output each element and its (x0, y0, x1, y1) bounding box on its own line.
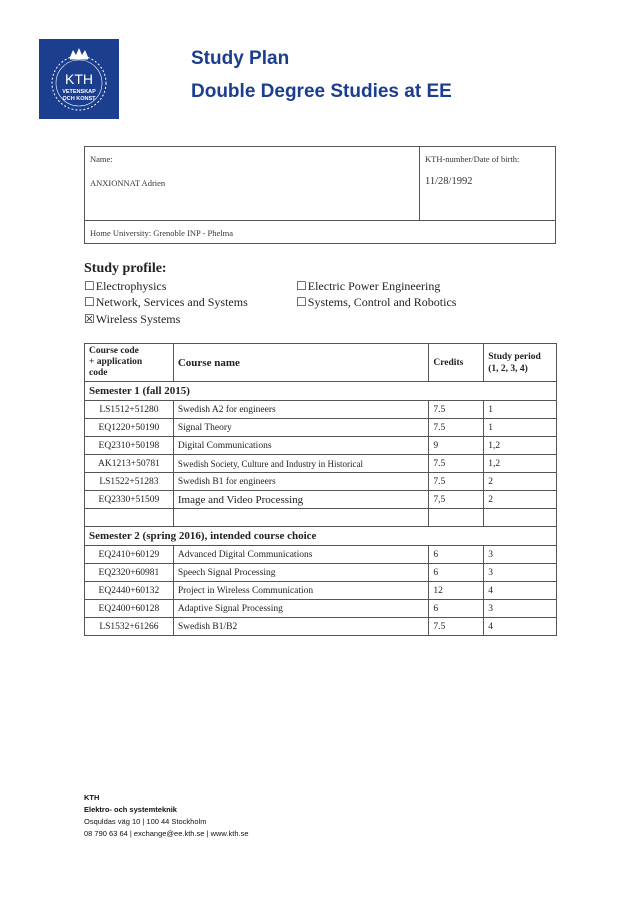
table-row (85, 491, 557, 509)
checkbox-icon[interactable]: ☐ (296, 295, 307, 309)
course-period: 1 (484, 419, 557, 437)
course-name: Signal Theory (173, 419, 429, 437)
course-credits: 9 (429, 437, 484, 455)
header-credits: Credits (429, 344, 484, 382)
course-credits: 7.5 (429, 419, 484, 437)
logo-text-line3: OCH KONST (62, 96, 96, 102)
footer-contact: 08 790 63 64 | exchange@ee.kth.se | www.kth.se (84, 829, 249, 838)
course-code: EQ1220+50190 (85, 419, 174, 437)
course-period: 2 (484, 491, 557, 509)
profile-option-systems-control[interactable] (296, 295, 456, 310)
profile-option-electric-power[interactable] (296, 279, 440, 294)
kth-number-label: KTH-number/Date of birth: (425, 154, 520, 164)
header-study-period: Study period (1, 2, 3, 4) (484, 344, 557, 382)
course-period: 1,2 (484, 437, 557, 455)
checkbox-icon[interactable]: ☐ (84, 295, 95, 309)
home-university-label: Home University: Grenoble INP - Phelma (90, 228, 233, 238)
course-credits: 7.5 (429, 401, 484, 419)
course-code: EQ2310+50198 (85, 437, 174, 455)
course-name: Swedish Society, Culture and Industry in Historical (173, 455, 429, 473)
name-value: ANXIONNAT Adrien (90, 178, 166, 188)
empty-row (85, 509, 557, 527)
table-row (85, 419, 557, 437)
table-row (85, 564, 557, 582)
study-profile-heading: Study profile: (84, 261, 167, 276)
student-info-box (84, 146, 556, 244)
footer-address: Osquldas väg 10 | 100 44 Stockholm (84, 817, 207, 826)
table-row (85, 437, 557, 455)
checkbox-icon[interactable]: ☐ (296, 279, 307, 293)
course-name: Adaptive Signal Processing (173, 600, 429, 618)
course-credits: 7.5 (429, 618, 484, 636)
course-credits: 7,5 (429, 491, 484, 509)
course-name: Advanced Digital Communications (173, 546, 429, 564)
empty-cell (85, 509, 174, 527)
course-credits: 6 (429, 564, 484, 582)
course-name: Image and Video Processing (173, 491, 429, 509)
profile-option-label: Electrophysics (95, 279, 167, 293)
empty-cell (429, 509, 484, 527)
header-course-name: Course name (173, 344, 429, 382)
info-divider-horizontal (85, 220, 555, 221)
logo-text-kth: KTH (65, 71, 93, 87)
course-code: EQ2410+60129 (85, 546, 174, 564)
table-row (85, 473, 557, 491)
profile-option-label: Network, Services and Systems (95, 295, 248, 309)
table-row (85, 582, 557, 600)
course-credits: 12 (429, 582, 484, 600)
table-row (85, 618, 557, 636)
course-code: EQ2330+51509 (85, 491, 174, 509)
course-name: Swedish B1/B2 (173, 618, 429, 636)
course-code: LS1532+61266 (85, 618, 174, 636)
table-row (85, 455, 557, 473)
info-divider-vertical (419, 147, 420, 220)
course-code: LS1512+51280 (85, 401, 174, 419)
course-code: EQ2400+60128 (85, 600, 174, 618)
profile-option-electrophysics[interactable] (84, 279, 166, 294)
table-row (85, 401, 557, 419)
course-name: Speech Signal Processing (173, 564, 429, 582)
table-header-row (85, 344, 557, 382)
page-title: Study Plan (191, 48, 290, 69)
course-name: Project in Wireless Communication (173, 582, 429, 600)
page-subtitle: Double Degree Studies at EE (191, 81, 452, 102)
semester-2-label: Semester 2 (spring 2016), intended course choice (85, 527, 557, 546)
course-name: Digital Communications (173, 437, 429, 455)
table-row (85, 546, 557, 564)
course-credits: 6 (429, 546, 484, 564)
profile-option-network-services[interactable] (84, 295, 248, 310)
course-table (84, 343, 557, 636)
course-period: 3 (484, 564, 557, 582)
course-code: EQ2440+60132 (85, 582, 174, 600)
semester-1-row (85, 382, 557, 401)
semester-2-row (85, 527, 557, 546)
profile-option-label: Wireless Systems (95, 312, 181, 326)
course-name: Swedish B1 for engineers (173, 473, 429, 491)
footer-department: Elektro- och systemteknik (84, 805, 177, 814)
logo-text-line2: VETENSKAP (62, 89, 96, 95)
course-period: 1,2 (484, 455, 557, 473)
course-code: LS1522+51283 (85, 473, 174, 491)
course-period: 1 (484, 401, 557, 419)
profile-option-label: Electric Power Engineering (307, 279, 441, 293)
course-period: 2 (484, 473, 557, 491)
course-credits: 7.5 (429, 455, 484, 473)
course-code: EQ2320+60981 (85, 564, 174, 582)
course-credits: 6 (429, 600, 484, 618)
course-period: 4 (484, 582, 557, 600)
course-period: 4 (484, 618, 557, 636)
checkbox-icon[interactable]: ☐ (84, 279, 95, 293)
kth-number-value: 11/28/1992 (425, 176, 473, 187)
table-row (85, 600, 557, 618)
header-course-code: Course code + application code (85, 344, 174, 382)
course-credits: 7.5 (429, 473, 484, 491)
checked-checkbox-icon[interactable]: ☒ (84, 312, 95, 326)
profile-option-wireless-systems[interactable] (84, 312, 180, 327)
footer (84, 792, 249, 840)
kth-logo (39, 39, 119, 119)
semester-1-label: Semester 1 (fall 2015) (85, 382, 557, 401)
name-label: Name: (90, 154, 113, 164)
profile-option-label: Systems, Control and Robotics (307, 295, 457, 309)
empty-cell (484, 509, 557, 527)
course-code: AK1213+50781 (85, 455, 174, 473)
empty-cell (173, 509, 429, 527)
course-period: 3 (484, 600, 557, 618)
course-period: 3 (484, 546, 557, 564)
course-name: Swedish A2 for engineers (173, 401, 429, 419)
footer-org: KTH (84, 793, 100, 802)
